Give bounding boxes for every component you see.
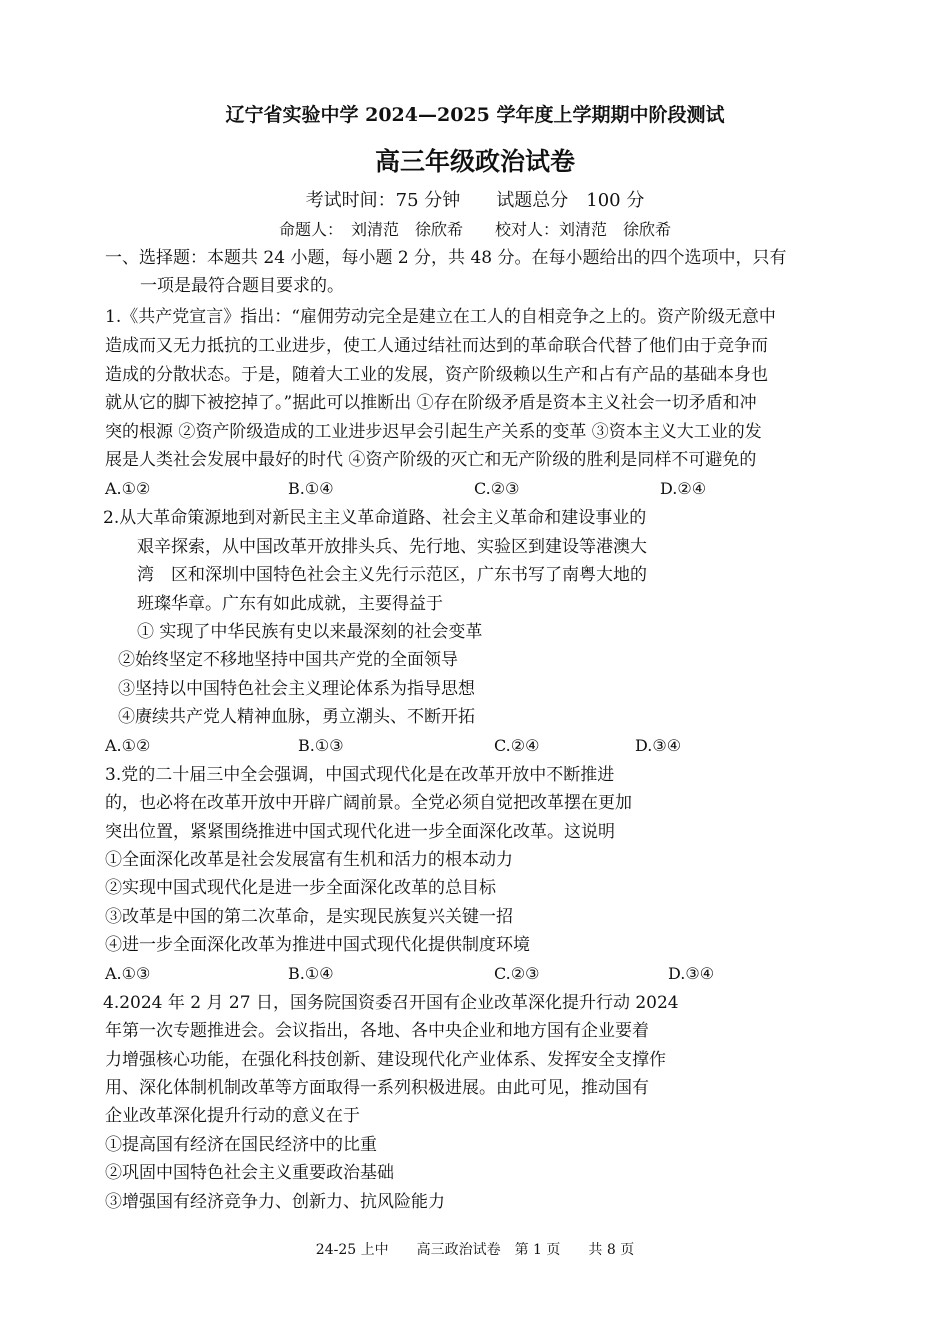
q4-statement: ③增强国有经济竞争力、创新力、抗风险能力: [105, 1192, 445, 1212]
q1-option-b: B.①④: [288, 479, 334, 498]
q1-line: 1.《共产党宣言》指出：“雇佣劳动完全是建立在工人的自相竞争之上的。资产阶级无意中: [105, 307, 776, 327]
section-instruction: 一、选择题：本题共 24 小题，每小题 2 分，共 48 分。在每小题给出的四个选项中，只有: [105, 248, 787, 268]
q4-line: 企业改革深化提升行动的意义在于: [105, 1106, 360, 1126]
exam-time-line: 考试时间：75 分钟 试题总分 100 分: [305, 190, 645, 211]
q2-option-c: C.②④: [494, 736, 540, 755]
q4-statement: ②巩固中国特色社会主义重要政治基础: [105, 1163, 394, 1183]
q2-statement: ④赓续共产党人精神血脉，勇立潮头、不断开拓: [118, 707, 475, 727]
q4-statement: ①提高国有经济在国民经济中的比重: [105, 1135, 377, 1155]
section-instruction-cont: 一项是最符合题目要求的。: [140, 276, 344, 296]
q2-option-a: A.①②: [105, 736, 151, 755]
q1-option-d: D.②④: [660, 479, 707, 498]
q3-option-b: B.①④: [288, 964, 334, 983]
authors-line: 命题人： 刘清范 徐欣希 校对人：刘清范 徐欣希: [278, 220, 671, 239]
q1-option-c: C.②③: [474, 479, 520, 498]
q3-line: 的，也必将在改革开放中开辟广阔前景。全党必须自觉把改革摆在更加: [105, 793, 632, 813]
q3-statement: ③改革是中国的第二次革命，是实现民族复兴关键一招: [105, 907, 513, 927]
q2-statement: ③坚持以中国特色社会主义理论体系为指导思想: [118, 679, 475, 699]
q2-statement: ① 实现了中华民族有史以来最深刻的社会变革: [137, 622, 483, 642]
q3-option-a: A.①③: [105, 964, 151, 983]
q2-line: 湾 区和深圳中国特色社会主义先行示范区，广东书写了南粤大地的: [137, 565, 647, 585]
q3-line: 3.党的二十届三中全会强调，中国式现代化是在改革开放中不断推进: [105, 765, 615, 785]
q2-line: 2.从大革命策源地到对新民主主义革命道路、社会主义革命和建设事业的: [103, 508, 647, 528]
q3-option-d: D.③④: [668, 964, 715, 983]
q1-line: 突的根源 ②资产阶级造成的工业进步迟早会引起生产关系的变革 ③资本主义大工业的发: [105, 422, 762, 442]
page-footer: 24-25 上中 高三政治试卷 第 1 页 共 8 页: [315, 1242, 635, 1258]
q2-line: 艰辛探索，从中国改革开放排头兵、先行地、实验区到建设等港澳大: [137, 537, 647, 557]
q4-line: 年第一次专题推进会。会议指出，各地、各中央企业和地方国有企业要着: [105, 1021, 649, 1041]
school-title: 辽宁省实验中学 2024—2025 学年度上学期期中阶段测试: [225, 104, 725, 126]
q1-line: 就从它的脚下被挖掉了。”据此可以推断出 ①存在阶级矛盾是资本主义社会一切矛盾和冲: [105, 393, 757, 413]
q3-option-c: C.②③: [494, 964, 540, 983]
q4-line: 4.2024 年 2 月 27 日，国务院国资委召开国有企业改革深化提升行动 2024: [103, 993, 679, 1013]
q1-line: 造成的分散状态。于是，随着大工业的发展，资产阶级赖以生产和占有产品的基础本身也: [105, 365, 768, 385]
q2-option-d: D.③④: [635, 736, 682, 755]
q3-statement: ④进一步全面深化改革为推进中国式现代化提供制度环境: [105, 935, 530, 955]
q3-line: 突出位置，紧紧围绕推进中国式现代化进一步全面深化改革。这说明: [105, 822, 615, 842]
q3-statement: ②实现中国式现代化是进一步全面深化改革的总目标: [105, 878, 496, 898]
q2-option-b: B.①③: [298, 736, 344, 755]
q2-statement: ②始终坚定不移地坚持中国共产党的全面领导: [118, 650, 458, 670]
q2-line: 班璨华章。广东有如此成就，主要得益于: [137, 594, 443, 614]
q1-line: 造成而又无力抵抗的工业进步，使工人通过结社而达到的革命联合代替了他们由于竞争而: [105, 336, 768, 356]
q4-line: 力增强核心功能，在强化科技创新、建设现代化产业体系、发挥安全支撑作: [105, 1050, 666, 1070]
q1-line: 展是人类社会发展中最好的时代 ④资产阶级的灭亡和无产阶级的胜利是同样不可避免的: [105, 450, 757, 470]
q4-line: 用、深化体制机制改革等方面取得一系列积极进展。由此可见，推动国有: [105, 1078, 649, 1098]
exam-title: 高三年级政治试卷: [374, 147, 575, 176]
q1-option-a: A.①②: [105, 479, 151, 498]
q3-statement: ①全面深化改革是社会发展富有生机和活力的根本动力: [105, 850, 513, 870]
